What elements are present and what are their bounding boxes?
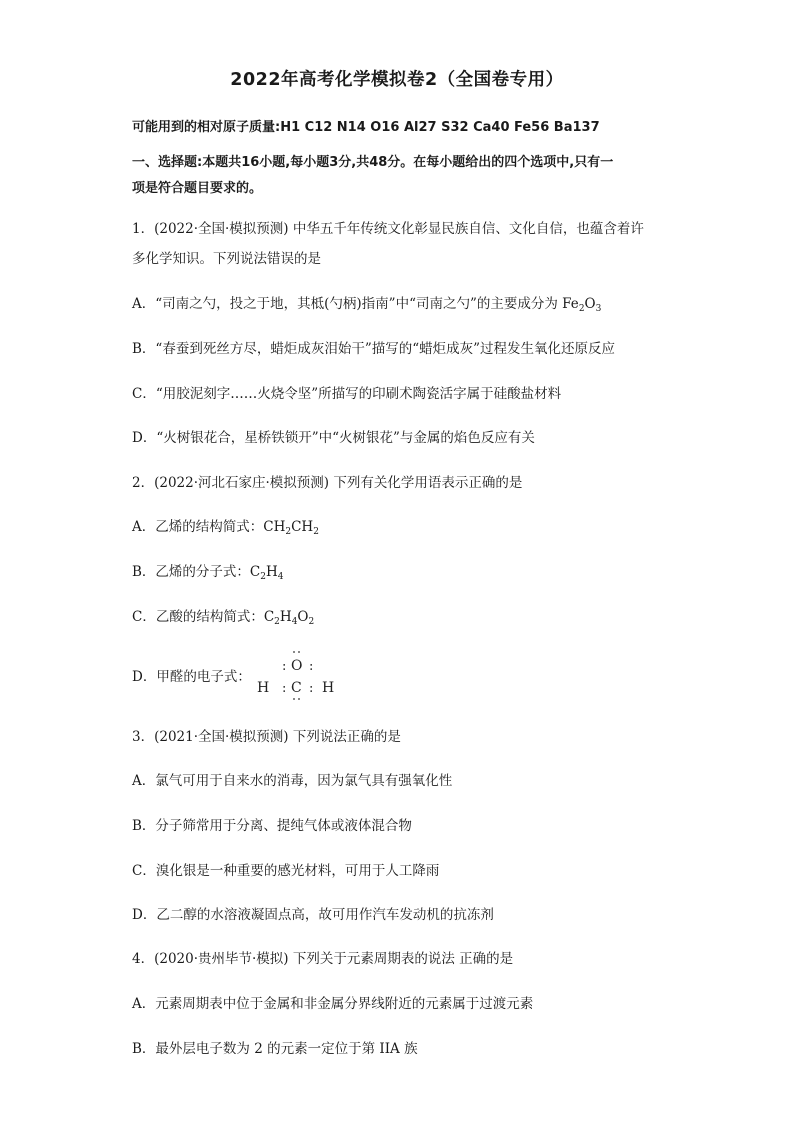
q1-option-a-sub2: 3 — [595, 304, 602, 314]
q1-option-a-mid: O — [584, 296, 596, 312]
formaldehyde-lewis-structure — [252, 648, 342, 702]
q2-option-c-sub3: 2 — [308, 617, 315, 627]
q1-option-a-sub1: 2 — [578, 304, 585, 314]
q1-option-c: C．“用胶泥刻字……火烧令坚”所描写的印刷术陶瓷活字属于硅酸盐材料 — [132, 386, 562, 402]
lewis-colon-o-right: : — [309, 659, 314, 674]
q2-option-c-text: C．乙酸的结构简式：C — [132, 609, 275, 625]
q2-option-a-mid: CH — [291, 519, 314, 535]
lewis-hydrogen-left: H — [257, 680, 270, 696]
lewis-dot — [293, 698, 295, 700]
lewis-colon-c-right: : — [309, 681, 314, 696]
q2-option-b-sub1: 2 — [260, 572, 266, 582]
q2-option-a — [132, 517, 319, 537]
q2-option-a-sub2: 2 — [313, 527, 319, 537]
q3-option-b: B．分子筛常用于分离、提纯气体或液体混合物 — [132, 818, 412, 834]
q2-option-c — [132, 607, 314, 627]
q2-option-b-mid: H — [265, 564, 278, 580]
lewis-dot — [298, 651, 300, 653]
q1-stem-line2: 多化学知识。下列说法错误的是 — [132, 251, 321, 267]
q3-option-d: D．乙二醇的水溶液凝固点高，故可用作汽车发动机的抗冻剂 — [132, 907, 494, 923]
lewis-dot — [298, 698, 300, 700]
lewis-hydrogen-right: H — [322, 680, 335, 696]
q2-stem: 2．(2022·河北石家庄·模拟预测) 下列有关化学用语表示正确的是 — [132, 475, 523, 491]
q2-option-b — [132, 562, 284, 582]
q2-option-c-mid1: H — [279, 609, 292, 625]
section-instructions-line1: 一、选择题:本题共16小题,每小题3分,共48分。在每小题给出的四个选项中,只有一 — [132, 155, 614, 170]
q1-option-d: D．“火树银花合，星桥铁锁开”中“火树银花”与金属的焰色反应有关 — [132, 430, 535, 446]
lewis-colon-o-left: : — [282, 659, 287, 674]
atomic-masses-line: 可能用到的相对原子质量:H1 C12 N14 O16 Al27 S32 Ca40 Fe56 Ba137 — [132, 120, 600, 135]
q2-option-b-sub2: 4 — [277, 572, 284, 582]
q4-option-b: B．最外层电子数为 2 的元素一定位于第 IIA 族 — [132, 1041, 418, 1057]
q2-option-a-text: A．乙烯的结构简式：CH — [132, 519, 286, 535]
q2-option-c-sub1: 2 — [274, 617, 280, 627]
q3-option-c: C．溴化银是一种重要的感光材料，可用于人工降雨 — [132, 863, 440, 879]
q4-option-a: A．元素周期表中位于金属和非金属分界线附近的元素属于过渡元素 — [132, 996, 534, 1012]
q2-option-a-sub1: 2 — [285, 527, 292, 537]
q1-stem-line1: 1．(2022·全国·模拟预测) 中华五千年传统文化彰显民族自信、文化自信，也蕴含着许 — [132, 221, 644, 237]
q2-option-c-sub2: 4 — [291, 617, 298, 627]
lewis-dot — [293, 651, 295, 653]
q2-option-b-text: B．乙烯的分子式：C — [132, 564, 261, 580]
section-instructions-line2: 项是符合题目要求的。 — [132, 181, 263, 196]
lewis-colon-c-left: : — [282, 681, 287, 696]
q4-stem: 4．(2020·贵州毕节·模拟) 下列关于元素周期表的说法 正确的是 — [132, 951, 514, 967]
lewis-carbon: C — [291, 680, 302, 696]
q2-option-d: D．甲醛的电子式： — [132, 669, 251, 685]
page-title: 2022年高考化学模拟卷2（全国卷专用） — [230, 70, 564, 90]
q3-stem: 3．(2021·全国·模拟预测) 下列说法正确的是 — [132, 729, 401, 745]
lewis-oxygen: O — [291, 658, 303, 674]
q2-option-c-mid2: O — [297, 609, 309, 625]
q1-option-a — [132, 294, 601, 314]
q1-option-a-text: A．“司南之勺，投之于地，其柢(勺柄)指南”中“司南之勺”的主要成分为 Fe — [132, 296, 579, 312]
q1-option-b: B．“春蚕到死丝方尽，蜡炬成灰泪始干”描写的“蜡炬成灰”过程发生氧化还原反应 — [132, 341, 616, 357]
q3-option-a: A．氯气可用于自来水的消毒，因为氯气具有强氧化性 — [132, 773, 453, 789]
